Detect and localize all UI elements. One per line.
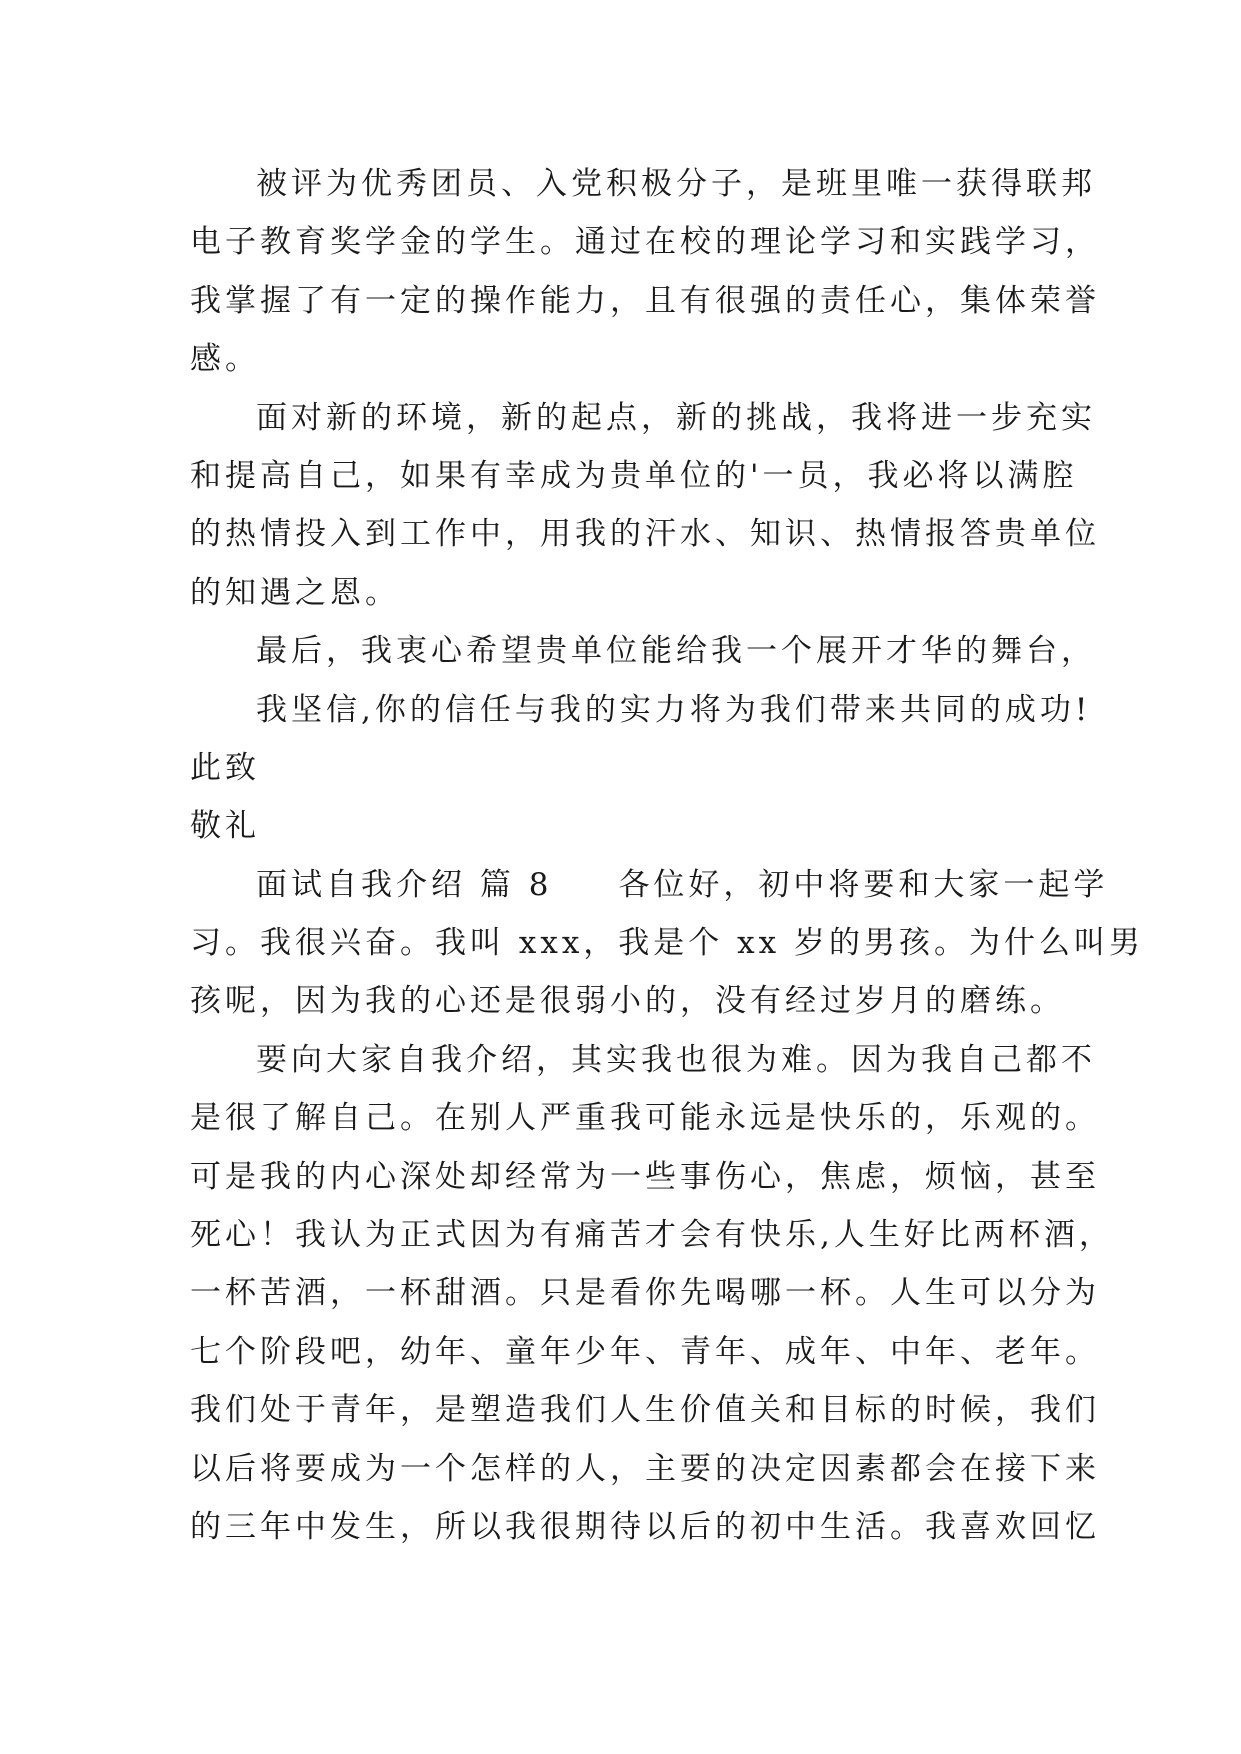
paragraph-line: 的热情投入到工作中，用我的汗水、知识、热情报答贵单位	[190, 516, 1100, 553]
paragraph-line: 七个阶段吧，幼年、童年少年、青年、成年、中年、老年。	[190, 1333, 1100, 1370]
paragraph-line: 的知遇之恩。	[190, 574, 400, 611]
paragraph-line: 我掌握了有一定的操作能力，且有很强的责任心，集体荣誉	[190, 282, 1100, 319]
paragraph-line: 死心！我认为正式因为有痛苦才会有快乐,人生好比两杯酒，	[190, 1217, 1114, 1254]
document-page	[190, 155, 1144, 1556]
paragraph-line: 我坚信,你的信任与我的实力将为我们带来共同的成功!	[256, 691, 1092, 728]
closing-line: 敬礼	[190, 808, 260, 845]
paragraph-line: 是很了解自己。在别人严重我可能永远是快乐的，乐观的。	[190, 1100, 1100, 1137]
paragraph-line: 和提高自己，如果有幸成为贵单位的'一员，我必将以满腔	[190, 457, 1078, 494]
paragraph-text: 各位好，初中将要和大家一起学	[618, 866, 1109, 903]
paragraph-line: 电子教育奖学金的学生。通过在校的理论学习和实践学习，	[190, 224, 1100, 261]
paragraph-line: 被评为优秀团员、入党积极分子，是班里唯一获得联邦	[256, 166, 1096, 202]
paragraph-line: 面对新的环境，新的起点，新的挑战，我将进一步充实	[256, 399, 1096, 436]
paragraph-line: 习。我很兴奋。我叫 xxx，我是个 xx 岁的男孩。为什么叫男	[190, 925, 1144, 962]
paragraph-line: 的三年中发生，所以我很期待以后的初中生活。我喜欢回忆	[190, 1508, 1100, 1545]
paragraph-line: 感。	[190, 341, 260, 378]
paragraph-line	[190, 856, 1109, 914]
paragraph-line: 可是我的内心深处却经常为一些事伤心，焦虑，烦恼，甚至	[190, 1158, 1100, 1195]
closing-line: 此致	[190, 749, 260, 786]
paragraph-line: 最后，我衷心希望贵单位能给我一个展开才华的舞台，	[256, 633, 1096, 670]
paragraph-line: 我们处于青年，是塑造我们人生价值关和目标的时候，我们	[190, 1392, 1100, 1429]
paragraph-line: 要向大家自我介绍，其实我也很为难。因为我自己都不	[256, 1041, 1096, 1078]
paragraph-line: 一杯苦酒，一杯甜酒。只是看你先喝哪一杯。人生可以分为	[190, 1275, 1100, 1312]
paragraph-line: 孩呢，因为我的心还是很弱小的，没有经过岁月的磨练。	[190, 983, 1065, 1020]
section-heading: 面试自我介绍 篇 8	[256, 866, 553, 903]
paragraph-line: 以后将要成为一个怎样的人，主要的决定因素都会在接下来	[190, 1450, 1100, 1487]
